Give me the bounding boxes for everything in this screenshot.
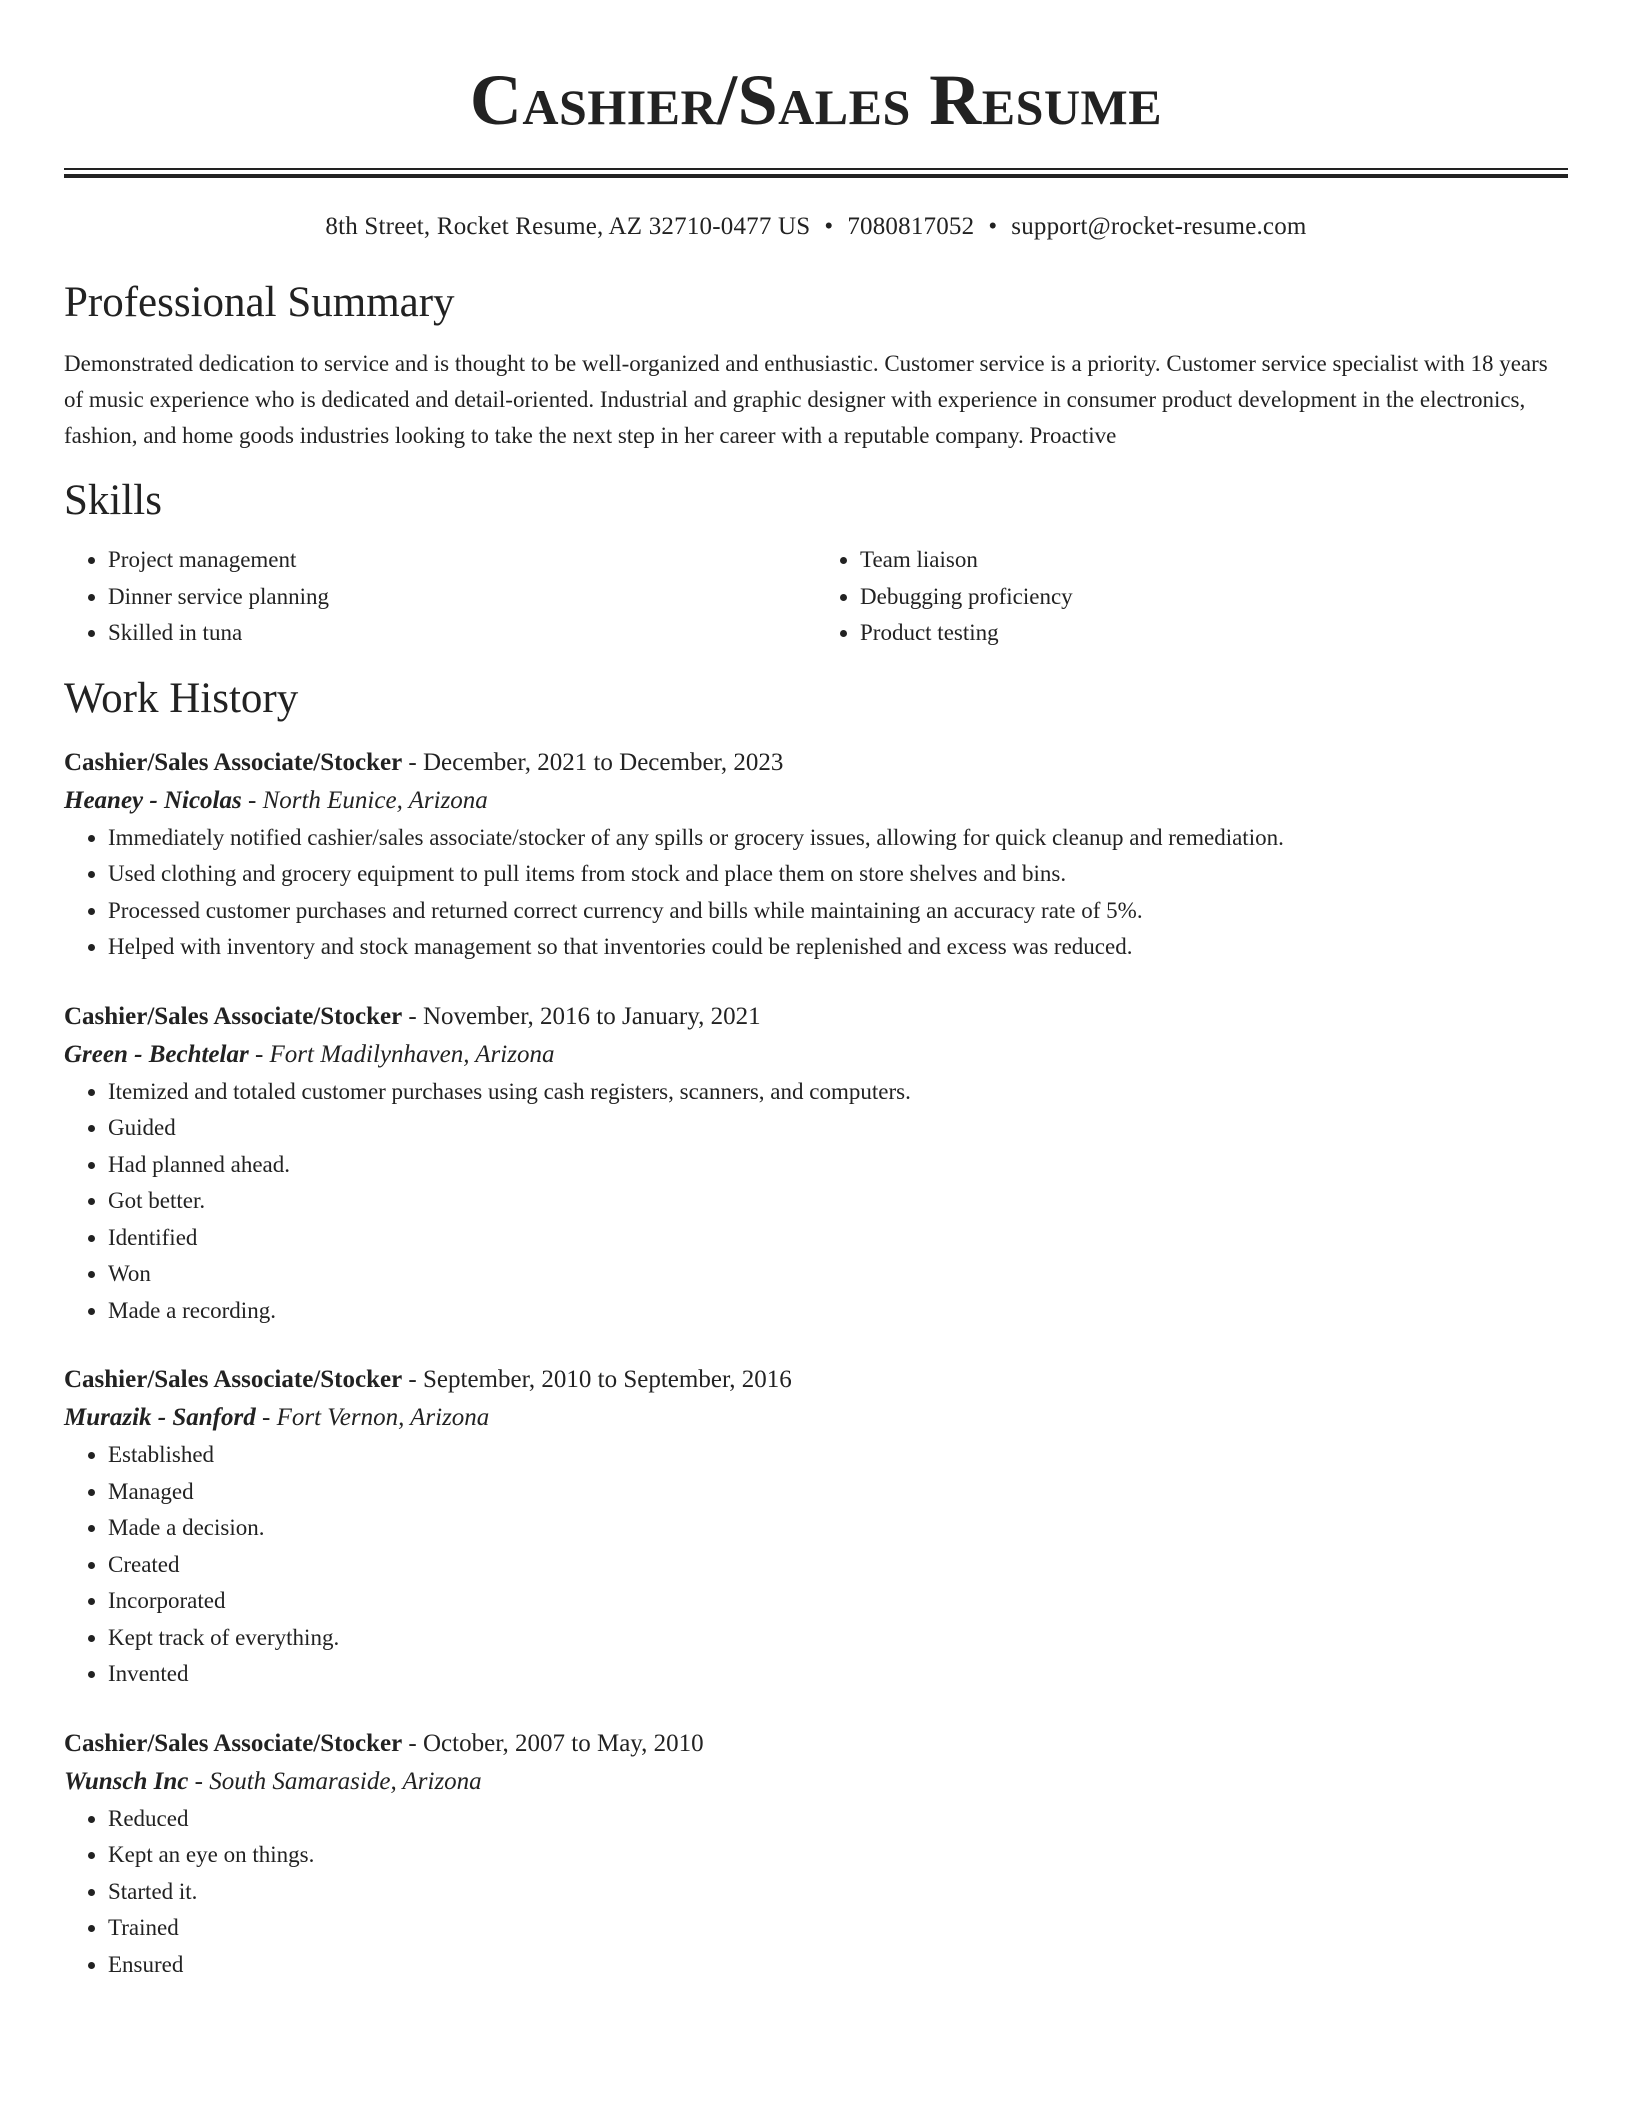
contact-email: support@rocket-resume.com (1011, 213, 1307, 240)
job-dates: November, 2016 to January, 2021 (423, 1002, 761, 1030)
skill-item: • Skilled in tuna (108, 615, 816, 652)
duty-item: • Had planned ahead. (108, 1147, 1568, 1184)
duty-item: • Used clothing and grocery equipment to pull items from stock and place them on store shelves and bins. (108, 856, 1568, 893)
skills-heading: Skills (64, 477, 162, 524)
skills-column-left (64, 542, 816, 652)
contact-address: 8th Street, Rocket Resume, AZ 32710-0477 US (325, 213, 811, 240)
skills-list (64, 542, 1568, 652)
summary-heading: Professional Summary (64, 279, 455, 326)
job-duties (64, 1437, 1568, 1693)
duty-item: • Reduced (108, 1801, 1568, 1838)
skill-item: • Project management (108, 542, 816, 579)
title-date-separator: - (402, 1366, 423, 1393)
skills-column-right (816, 542, 1568, 652)
title-date-separator: - (402, 1002, 423, 1030)
job-title-line (64, 1361, 1568, 1399)
job-title-line (64, 744, 1568, 782)
job-title: Cashier/Sales Associate/Stocker (64, 1002, 403, 1030)
job-entry (64, 744, 1568, 966)
duty-item: • Identified (108, 1220, 1568, 1257)
duty-item: • Incorporated (108, 1583, 1568, 1620)
job-location: Fort Vernon, Arizona (276, 1404, 490, 1431)
job-duties (64, 820, 1568, 966)
contact-line (64, 212, 1568, 242)
job-location: North Eunice, Arizona (262, 786, 488, 814)
skill-item: • Dinner service planning (108, 579, 816, 616)
employer-name: Heaney - Nicolas (64, 786, 242, 814)
duty-item: • Immediately notified cashier/sales associate/stocker of any spills or grocery issues, allowing for quick cleanup and remediation. (108, 820, 1568, 857)
employer-location-separator: - (188, 1767, 210, 1795)
employer-name: Green - Bechtelar (64, 1040, 249, 1068)
duty-item: • Kept an eye on things. (108, 1837, 1568, 1874)
job-entry (64, 1725, 1568, 1984)
contact-phone: 7080817052 (847, 213, 975, 240)
summary-text: Demonstrated dedication to service and is thought to be well-organized and enthusiastic. Customer service is a priority. Customer service specialist with 18 years of music experience who is dedicated and detail-oriented. Industrial and graphic designer with experience in consumer product development in the electronics, fashion, and home goods industries looking to take the next step in her career with a reputable company. Proactive (64, 351, 1548, 448)
duty-item: • Made a decision. (108, 1510, 1568, 1547)
job-title: Cashier/Sales Associate/Stocker (64, 1366, 403, 1393)
job-duties (64, 1074, 1568, 1330)
duty-item: • Established (108, 1437, 1568, 1474)
duty-item: • Kept track of everything. (108, 1620, 1568, 1657)
duty-item: • Won (108, 1256, 1568, 1293)
employer-location-separator: - (255, 1404, 277, 1431)
employer-name: Murazik - Sanford (64, 1404, 256, 1431)
resume-title: Cashier/Sales Resume (469, 60, 1163, 140)
job-title: Cashier/Sales Associate/Stocker (64, 748, 403, 776)
duty-item: • Itemized and totaled customer purchases using cash registers, scanners, and computers. (108, 1074, 1568, 1111)
duty-item: • Started it. (108, 1874, 1568, 1911)
job-title-line (64, 998, 1568, 1036)
job-location: South Samaraside, Arizona (209, 1767, 482, 1795)
employer-line (64, 1036, 1568, 1074)
job-dates: October, 2007 to May, 2010 (423, 1729, 704, 1757)
duty-item: • Guided (108, 1110, 1568, 1147)
job-duties (64, 1801, 1568, 1984)
skill-item: • Product testing (860, 615, 1568, 652)
job-entry (64, 1361, 1568, 1693)
title-date-separator: - (402, 748, 423, 776)
contact-separator: • (824, 213, 834, 240)
employer-line (64, 1763, 1568, 1801)
title-divider (64, 168, 1568, 178)
duty-item: • Invented (108, 1656, 1568, 1693)
duty-item: • Managed (108, 1474, 1568, 1511)
skill-item: • Debugging proficiency (860, 579, 1568, 616)
duty-item: • Created (108, 1547, 1568, 1584)
job-entry (64, 998, 1568, 1330)
duty-item: • Trained (108, 1910, 1568, 1947)
duty-item: • Ensured (108, 1947, 1568, 1984)
job-location: Fort Madilynhaven, Arizona (269, 1040, 555, 1068)
duty-item: • Got better. (108, 1183, 1568, 1220)
job-dates: September, 2010 to September, 2016 (423, 1366, 792, 1393)
job-title: Cashier/Sales Associate/Stocker (64, 1729, 403, 1757)
title-date-separator: - (402, 1729, 423, 1757)
work-history-heading: Work History (64, 674, 299, 722)
job-title-line (64, 1725, 1568, 1763)
duty-item: • Made a recording. (108, 1293, 1568, 1330)
employer-location-separator: - (248, 1040, 270, 1068)
duty-item: • Helped with inventory and stock management so that inventories could be replenished and excess was reduced. (108, 929, 1568, 966)
contact-separator: • (988, 213, 998, 240)
skill-item: • Team liaison (860, 542, 1568, 579)
duty-item: • Processed customer purchases and returned correct currency and bills while maintaining an accuracy rate of 5%. (108, 893, 1568, 930)
job-dates: December, 2021 to December, 2023 (423, 748, 784, 776)
employer-name: Wunsch Inc (64, 1767, 189, 1795)
employer-line (64, 1399, 1568, 1437)
employer-line (64, 782, 1568, 820)
employer-location-separator: - (241, 786, 263, 814)
